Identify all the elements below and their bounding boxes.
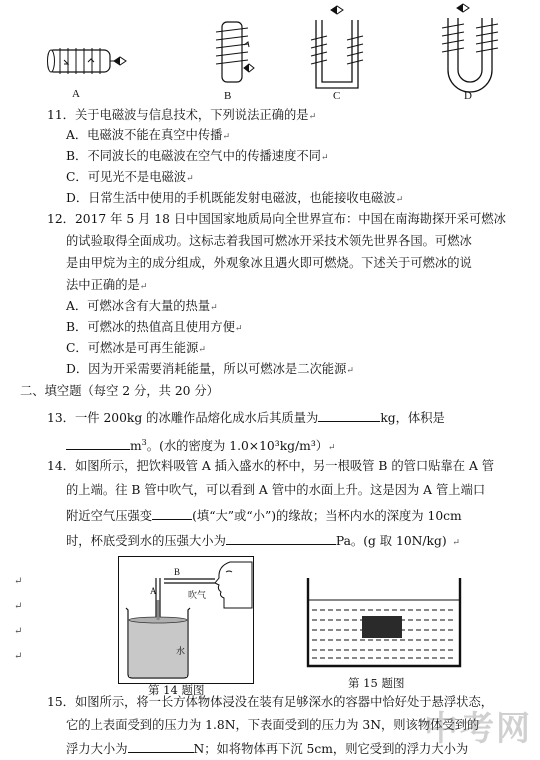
figure-14-diagram	[118, 556, 254, 684]
figure-b	[216, 22, 254, 82]
question-11-option-d: D．日常生活中使用的手机既能发射电磁波，也能接收电磁波↵	[66, 191, 404, 205]
paragraph-mark: ↵	[14, 576, 23, 587]
question-13-line-1: 13．一件 200kg 的冰雕作品熔化成水后其质量为 kg，体积是	[47, 411, 445, 425]
question-12-line-3: 是由甲烷为主的成分组成，外观象冰且遇火即可燃烧。下述关于可燃冰的说	[66, 256, 472, 270]
question-12-option-d: D．因为开采需要消耗能量，所以可燃冰是二次能源↵	[66, 362, 354, 376]
question-14-line-2: 的上端。往 B 管中吹气，可以看到 A 管中的水面上升。这是因为 A 管上端口	[66, 483, 486, 497]
question-11-option-c: C．可见光不是电磁波↵	[66, 170, 194, 184]
question-12-option-b: B．可燃冰的热值高且使用方便↵	[66, 320, 243, 334]
paragraph-mark: ↵	[14, 601, 23, 612]
question-14-line-4: 时，杯底受到水的压强大小为 Pa。(g 取 10N/kg) ↵	[66, 534, 460, 548]
question-11-stem: 11．关于电磁波与信息技术，下列说法正确的是↵	[47, 108, 317, 122]
question-15-line-3: 浮力大小为 N；如将物体再下沉 5cm，则它受到的浮力大小为	[66, 742, 469, 756]
figure-14-label-a: A	[150, 586, 157, 596]
paragraph-mark: ↵	[14, 651, 23, 662]
figure-c-label: C	[333, 90, 341, 102]
section-2-title: 二、填空题（每空 2 分，共 20 分）	[20, 384, 219, 398]
figure-d-label: D	[464, 90, 472, 102]
compass-icon	[331, 6, 343, 14]
compass-icon	[114, 57, 126, 65]
question-13-line-2: $m^3$。(水的密度为 1.0×10³kg/m³）↵	[66, 435, 336, 456]
figure-c	[311, 6, 363, 88]
question-12-option-c: C．可燃冰是可再生能源↵	[66, 341, 206, 355]
watermark: 中考网	[424, 709, 532, 749]
figure-14-caption: 第 14 题图	[148, 683, 205, 697]
compass-icon	[244, 64, 254, 72]
figure-14-label-blow: 吹气	[188, 590, 207, 600]
answer-blank[interactable]	[226, 533, 336, 545]
figure-b-label: B	[224, 90, 232, 102]
answer-blank[interactable]	[152, 508, 192, 520]
question-12-line-1: 12．2017 年 5 月 18 日中国国家地质局向全世界宣布：中国在南海勘探开采可燃冰	[47, 212, 506, 226]
figure-d	[442, 4, 498, 92]
figure-14-label-b: B	[174, 567, 181, 577]
answer-blank[interactable]	[128, 741, 194, 753]
question-14-line-1: 14．如图所示，把饮料吸管 A 插入盛水的杯中，另一根吸管 B 的管口贴靠在 A 管	[47, 459, 495, 473]
question-11-option-a: A．电磁波不能在真空中传播↵	[66, 128, 230, 142]
question-14-line-3: 附近空气压强变 (填“大”或“小”)的缘故；当杯内水的深度为 10cm	[66, 509, 462, 523]
answer-blank[interactable]	[66, 438, 130, 450]
figure-a-label: A	[72, 88, 80, 100]
figure-15-diagram	[304, 578, 464, 670]
figure-14-label-water: 水	[176, 646, 186, 656]
question-15-line-2: 它的上表面受到的压力为 1.8N，下表面受到的压力为 3N，则该物体受到的	[66, 718, 480, 732]
answer-blank[interactable]	[318, 410, 380, 422]
compass-icon	[457, 4, 469, 12]
question-15-line-1: 15．如图所示，将一长方体物体浸没在装有足够深水的容器中恰好处于悬浮状态，	[47, 695, 494, 709]
electromagnet-figures	[0, 0, 540, 104]
question-12-line-2: 的试验取得全面成功。这标志着我国可燃冰开采技术领先世界各国。可燃冰	[66, 234, 472, 248]
question-12-option-a: A．可燃冰含有大量的热量↵	[66, 299, 218, 313]
figure-a	[48, 48, 127, 74]
question-12-line-4: 法中正确的是↵	[66, 278, 148, 292]
question-11-option-b: B．不同波长的电磁波在空气中的传播速度不同↵	[66, 149, 329, 163]
paragraph-mark: ↵	[14, 626, 23, 637]
figure-15-caption: 第 15 题图	[348, 676, 405, 690]
